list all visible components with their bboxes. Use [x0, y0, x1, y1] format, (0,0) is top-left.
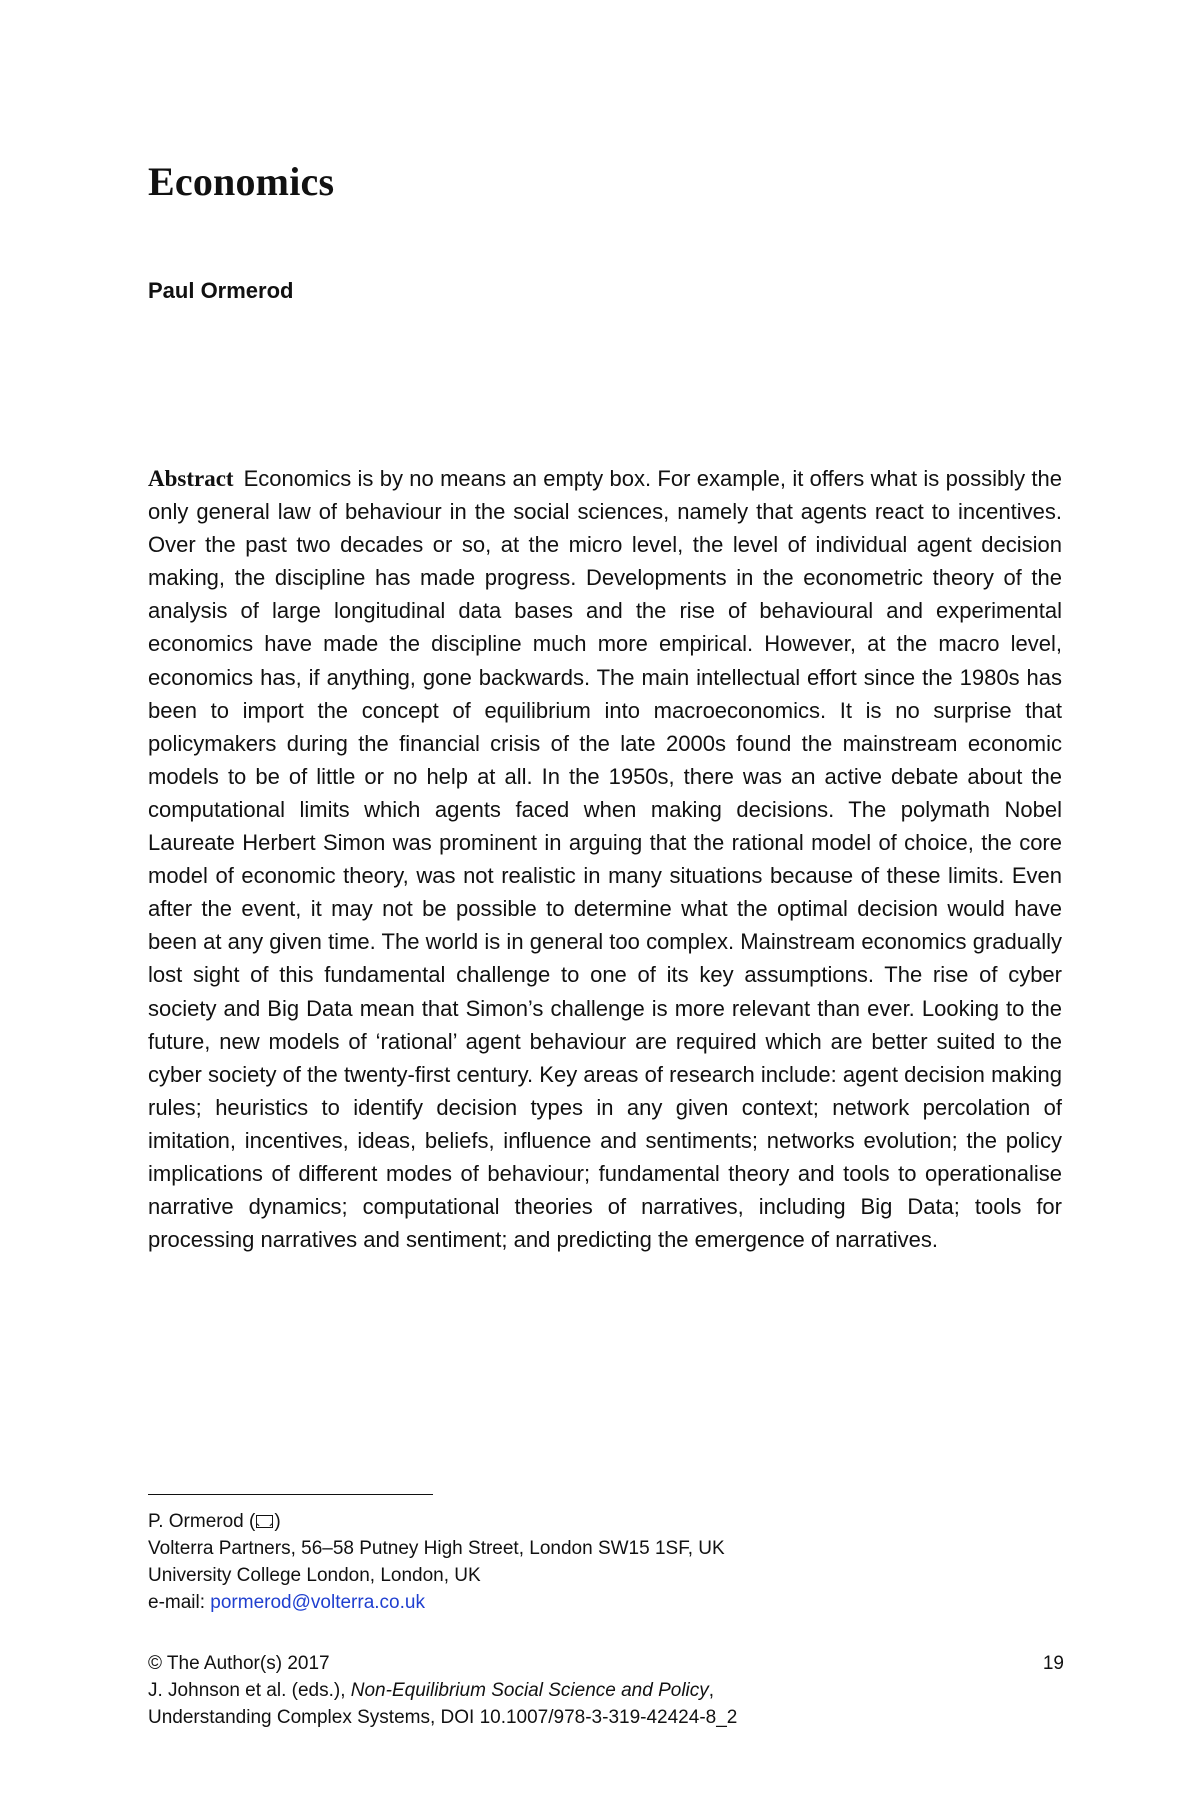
citation-line: [148, 1677, 1064, 1704]
email-link[interactable]: pormerod@volterra.co.uk: [210, 1592, 425, 1613]
footnote-divider: [148, 1494, 433, 1495]
doi-line: Understanding Complex Systems, DOI 10.1007/978-3-319-42424-8_2: [148, 1707, 738, 1728]
page-number: 19: [1042, 1653, 1064, 1674]
abstract-paragraph: [148, 462, 1062, 1256]
email-label: e-mail:: [148, 1592, 211, 1613]
copyright-block: [148, 1650, 1064, 1731]
affiliation-name-suffix: ): [274, 1511, 281, 1532]
abstract-text: Economics is by no means an empty box. For example, it offers what is possibly the only general law of behaviour in the social sciences, namely that agents react to incentives. Over the past two decades or so, at the micro level, the level of individual agent decision making, the discipline has made progress. Developments in the econometric theory of the analysis of large longitudinal data bases and the rise of behavioural and experimental economics have made the discipline much more empirical. However, at the macro level, economics has, if anything, gone backwards. The main intellectual effort since the 1980s has been to import the concept of equilibrium into macroeconomics. It is no surprise that policymakers during the financial crisis of the late 2000s found the mainstream economic models to be of little or no help at all. In the 1950s, there was an active debate about the computational limits which agents faced when making decisions. The polymath Nobel Laureate Herbert Simon was prominent in arguing that the rational model of choice, the core model of economic theory, was not realistic in many situations because of these limits. Even after the event, it may not be possible to determine what the optimal decision would have been at any given time. The world is in general too complex. Mainstream economics gradually lost sight of this fundamental challenge to one of its key assumptions. The rise of cyber society and Big Data mean that Simon’s challenge is more relevant than ever. Looking to the future, new models of ‘rational’ agent behaviour are required which are better suited to the cyber society of the twenty-first century. Key areas of research include: agent decision making rules; heuristics to identify decision types in any given context; network percolation of imitation, incentives, ideas, beliefs, influence and sentiments; networks evolution; the policy implications of different modes of behaviour; fundamental theory and tools to operationalise narrative dynamics; computational theories of narratives, including Big Data; tools for processing narratives and sentiment; and predicting the emergence of narratives.: [148, 466, 1062, 1253]
affiliation-line-2: University College London, London, UK: [148, 1565, 481, 1586]
affiliation-line-1: Volterra Partners, 56–58 Putney High Street, London SW15 1SF, UK: [148, 1538, 725, 1559]
author-name: Paul Ormerod: [148, 278, 294, 303]
chapter-title: Economics: [148, 159, 335, 204]
book-title: Non-Equilibrium Social Science and Policy: [350, 1680, 709, 1701]
citation-comma: ,: [708, 1680, 715, 1701]
affiliation-name-prefix: P. Ormerod (: [148, 1511, 256, 1532]
citation-editors: J. Johnson et al. (eds.),: [148, 1680, 351, 1701]
abstract-label: Abstract: [148, 466, 234, 491]
email-line: [148, 1589, 725, 1616]
affiliation-name-line: [148, 1508, 725, 1535]
author-affiliation: [148, 1508, 725, 1616]
copyright-line: © The Author(s) 2017: [148, 1653, 330, 1674]
envelope-icon: [256, 1515, 273, 1528]
